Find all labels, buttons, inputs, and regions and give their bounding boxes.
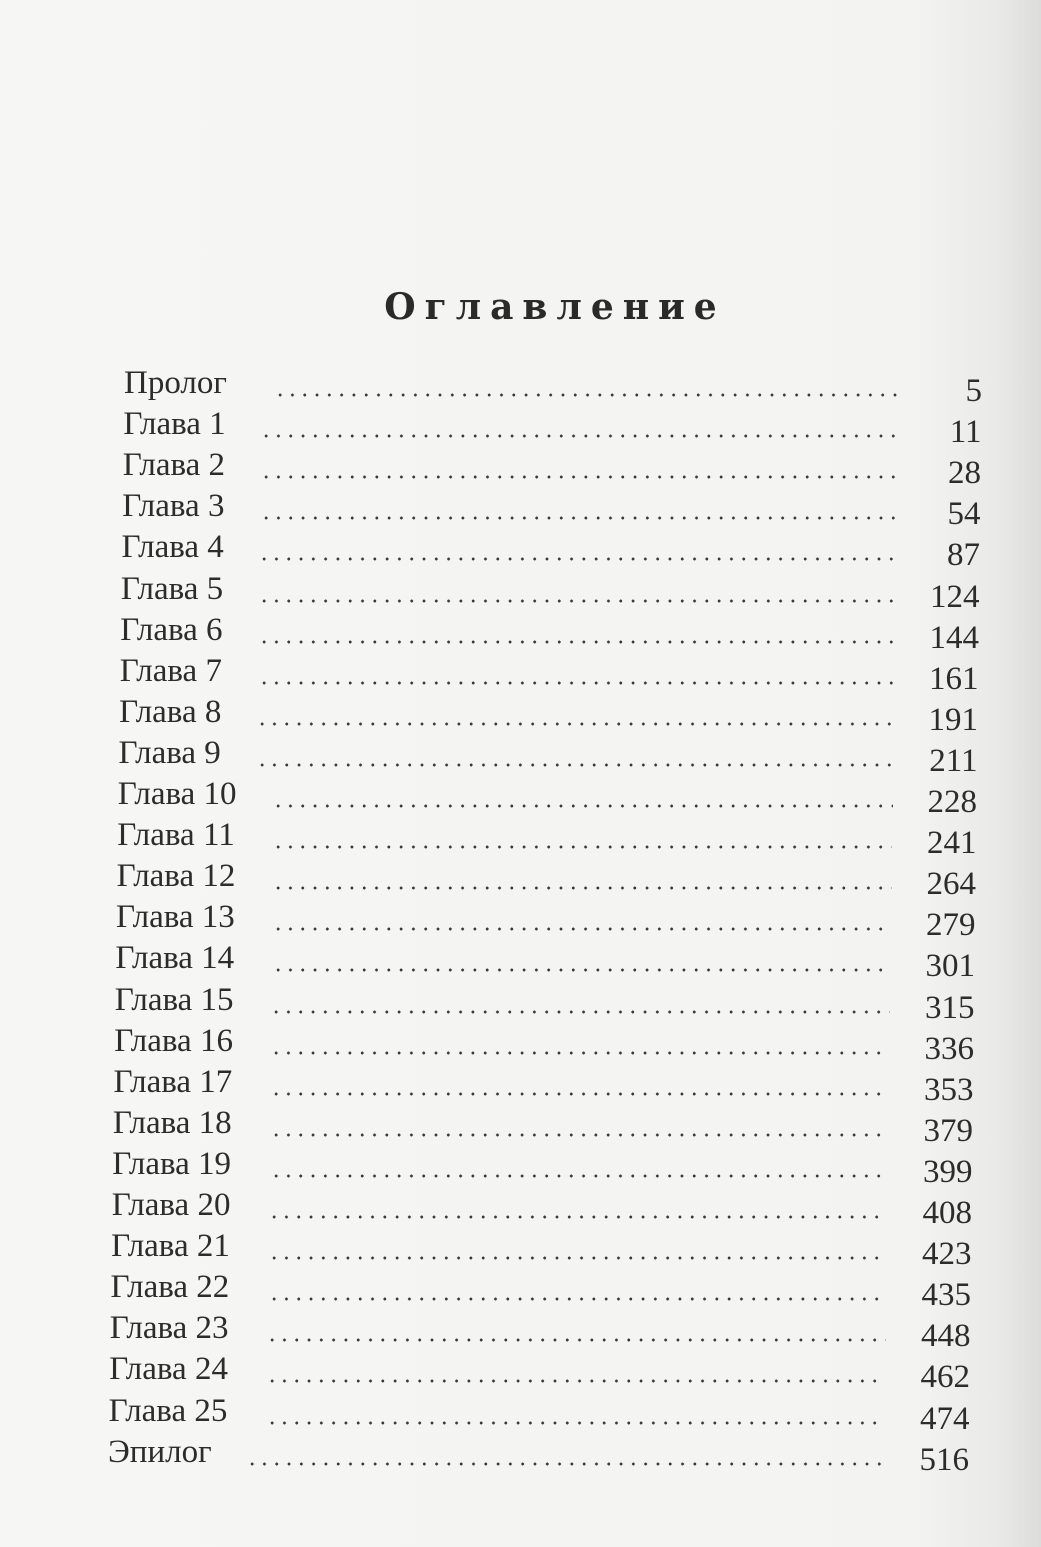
toc-entry-page-number: 28 [948, 455, 981, 491]
toc-entry-page-number: 423 [922, 1236, 972, 1272]
toc-entry-label: Глава 11 [117, 817, 235, 853]
toc-dot-leader [270, 1092, 889, 1096]
toc-entry-label: Глава 12 [116, 858, 236, 894]
toc-entry-page-number: 399 [923, 1154, 973, 1190]
toc-entry [0, 529, 1041, 573]
toc-entry [0, 694, 1041, 738]
toc-entry [0, 1187, 1041, 1231]
toc-dot-leader [266, 1379, 885, 1383]
toc-entry [0, 899, 1041, 943]
toc-entry-label: Глава 3 [122, 488, 225, 524]
toc-entry-label: Глава 25 [108, 1393, 228, 1429]
toc-entry-page-number: 87 [947, 537, 980, 573]
toc-entry [0, 1228, 1041, 1272]
toc-entry-label: Глава 19 [112, 1146, 232, 1182]
toc-entry [0, 1434, 1041, 1478]
toc-entry-label: Глава 17 [113, 1064, 233, 1100]
toc-dot-leader [272, 804, 893, 808]
toc-entry-label: Глава 18 [112, 1105, 232, 1141]
toc-entry-page-number: 315 [925, 990, 975, 1026]
toc-entry [0, 1310, 1041, 1354]
toc-entry-page-number: 301 [925, 948, 975, 984]
toc-dot-leader [270, 1133, 888, 1137]
toc-dot-leader [272, 927, 891, 931]
toc-entry-label: Глава 6 [120, 612, 223, 648]
toc-entry [0, 982, 1041, 1026]
toc-entry-page-number: 474 [920, 1401, 970, 1437]
toc-entry-label: Глава 9 [118, 735, 221, 771]
toc-entry [0, 1023, 1041, 1067]
toc-dot-leader [260, 434, 898, 438]
toc-entry [0, 488, 1041, 532]
toc-entry-page-number: 54 [947, 496, 981, 532]
toc-dot-leader [256, 722, 894, 726]
toc-dot-leader [272, 968, 891, 972]
toc-dot-leader [258, 681, 894, 685]
toc-entry-page-number: 462 [920, 1359, 970, 1395]
toc-entry-label: Глава 14 [115, 940, 235, 976]
toc-entry [0, 1105, 1041, 1149]
toc-entry [0, 653, 1041, 697]
toc-dot-leader [260, 516, 896, 520]
toc-dot-leader [260, 475, 897, 479]
toc-dot-leader [256, 763, 893, 767]
toc-entry-page-number: 191 [928, 702, 978, 738]
toc-entry-page-number: 11 [949, 414, 982, 450]
toc-dot-leader [270, 1010, 890, 1014]
toc-entry-page-number: 228 [927, 784, 977, 820]
toc-entry [0, 1064, 1041, 1108]
toc-entry-label: Глава 16 [114, 1023, 233, 1059]
toc-entry-page-number: 516 [919, 1442, 969, 1478]
toc-entry [0, 571, 1041, 615]
toc-entry [0, 940, 1041, 984]
toc-entry-label: Глава 20 [111, 1187, 231, 1223]
toc-entry [0, 858, 1041, 902]
toc-entry-page-number: 264 [926, 866, 976, 902]
toc-entry-label: Глава 22 [110, 1269, 230, 1305]
toc-entry [0, 817, 1041, 861]
toc-entry-label: Глава 15 [114, 982, 234, 1018]
toc-entry-label: Глава 24 [109, 1351, 228, 1387]
toc-dot-leader [268, 1256, 887, 1260]
toc-dot-leader [258, 599, 895, 603]
page-title: Оглавление [384, 286, 726, 328]
toc-dot-leader [270, 1051, 889, 1055]
toc-dot-leader [268, 1215, 887, 1219]
toc-dot-leader [268, 1297, 886, 1301]
toc-entry [0, 1393, 1041, 1437]
toc-entry-label: Глава 10 [117, 776, 237, 812]
toc-dot-leader [272, 886, 892, 890]
toc-entry [0, 447, 1041, 491]
toc-entry [0, 1146, 1041, 1190]
toc-entry [0, 1269, 1041, 1313]
toc-entry-page-number: 448 [921, 1318, 971, 1354]
toc-entry-page-number: 336 [924, 1031, 974, 1067]
toc-entry-label: Глава 5 [120, 571, 224, 607]
toc-entry-page-number: 5 [965, 373, 982, 409]
toc-dot-leader [270, 1174, 888, 1178]
toc-entry-page-number: 353 [924, 1072, 974, 1108]
toc-entry [0, 776, 1041, 820]
toc-entry-label: Глава 2 [122, 447, 226, 483]
toc-entry-label: Глава 23 [109, 1310, 229, 1346]
toc-dot-leader [258, 557, 896, 561]
toc-entry [0, 735, 1041, 779]
toc-entry-label: Глава 8 [119, 694, 222, 730]
toc-entry-page-number: 144 [929, 620, 979, 656]
toc-entry-page-number: 379 [923, 1113, 973, 1149]
toc-entry-page-number: 435 [921, 1277, 971, 1313]
toc-dot-leader [274, 393, 898, 397]
toc-entry-label: Глава 4 [121, 529, 224, 565]
toc-entry [0, 1351, 1041, 1395]
toc-dot-leader [266, 1338, 886, 1342]
toc-entry [0, 406, 1041, 450]
toc-entry [0, 612, 1041, 656]
toc-entry-label: Глава 13 [116, 899, 235, 935]
toc-entry-label: Глава 1 [123, 406, 226, 442]
toc-dot-leader [258, 640, 895, 644]
toc-dot-leader [266, 1421, 885, 1425]
toc-entry [0, 365, 1041, 409]
toc-dot-leader [246, 1462, 884, 1466]
toc-entry-page-number: 161 [929, 661, 979, 697]
toc-entry-label: Эпилог [108, 1434, 212, 1470]
toc-entry-label: Глава 7 [119, 653, 222, 689]
toc-entry-page-number: 408 [922, 1195, 972, 1231]
toc-entry-page-number: 279 [926, 907, 976, 943]
toc-entry-label: Пролог [124, 365, 227, 401]
toc-entry-page-number: 211 [929, 743, 978, 779]
toc-entry-page-number: 241 [927, 825, 977, 861]
toc-entry-label: Глава 21 [111, 1228, 230, 1264]
toc-entry-page-number: 124 [930, 579, 980, 615]
toc-dot-leader [272, 845, 892, 849]
